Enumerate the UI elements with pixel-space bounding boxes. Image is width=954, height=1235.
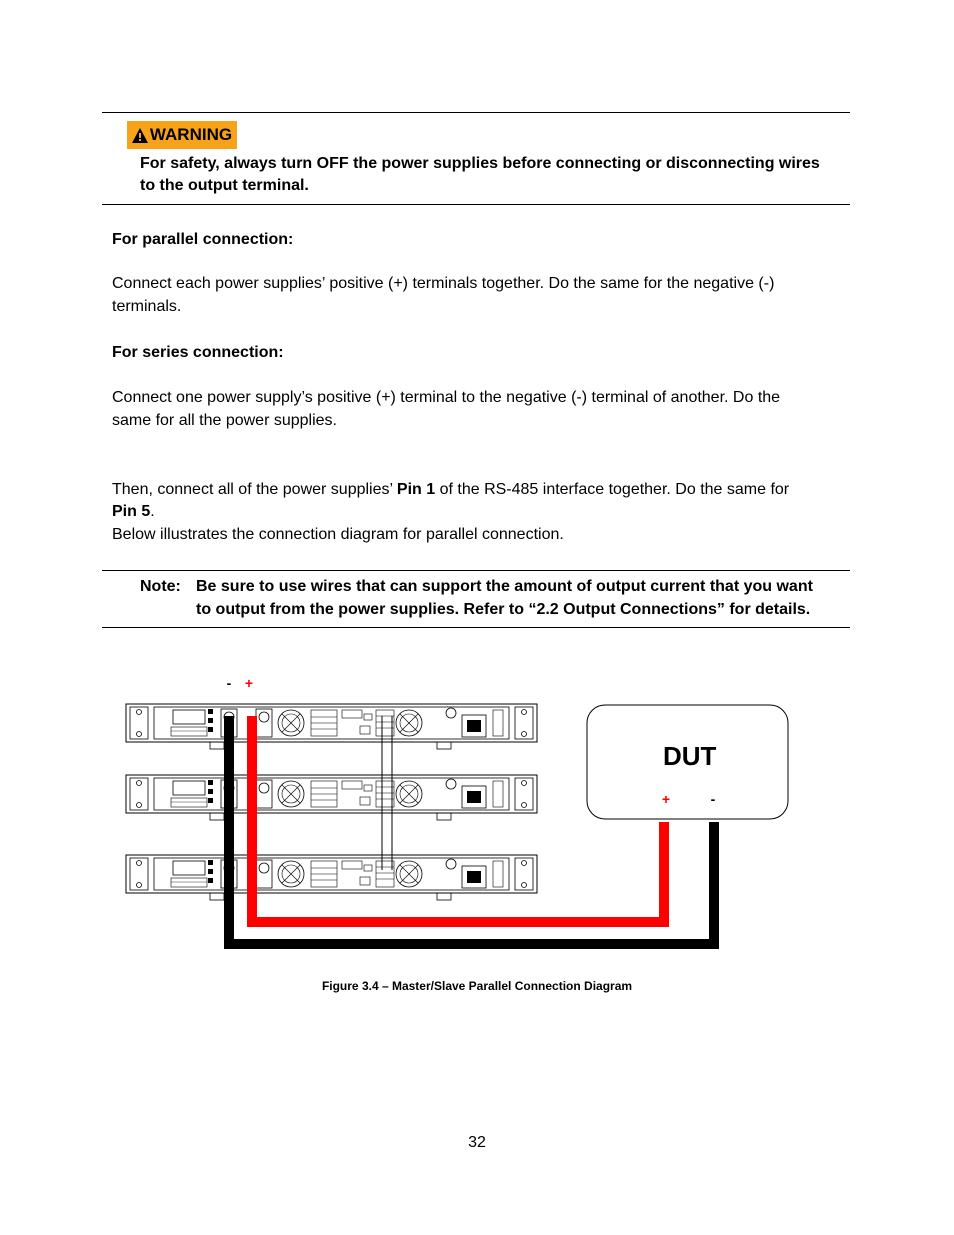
unit-foot (437, 893, 451, 900)
parallel-text-line1: Connect each power supplies’ positive (+) terminals together. Do the same for the negative (-) (112, 275, 775, 292)
rs485-line2-post: . (150, 503, 155, 520)
warning-badge-label: WARNING (149, 125, 233, 144)
dut-label: DUT (663, 741, 717, 771)
unit-foot (210, 813, 224, 820)
unit-foot (210, 742, 224, 749)
note-text-line2: to output from the power supplies. Refer to “2.2 Output Connections” for details. (196, 600, 811, 618)
figure-caption: Figure 3.4 – Master/Slave Parallel Connection Diagram (321, 979, 633, 993)
series-text-line1: Connect one power supply’s positive (+) terminal to the negative (-) terminal of another. Do the (112, 389, 781, 406)
rs485-text-line3: Below illustrates the connection diagram for parallel connection. (112, 526, 564, 543)
unit-foot (437, 813, 451, 820)
series-heading: For series connection: (112, 344, 284, 361)
power-supply-slave-1 (126, 775, 537, 813)
warning-text-line2: to the output terminal. (140, 177, 309, 194)
page-number: 32 (468, 1134, 486, 1151)
rs485-pin5: Pin 5 (112, 503, 151, 520)
positive-terminal-label: + (244, 675, 254, 691)
negative-terminal-label: - (226, 675, 232, 691)
series-text-line2: same for all the power supplies. (112, 412, 337, 429)
note-text-line1: Be sure to use wires that can support the amount of output current that you want (196, 578, 813, 595)
dut-minus-label: - (710, 791, 716, 807)
rs485-line1-post: of the RS-485 interface together. Do the same for (435, 481, 790, 498)
dut-plus-label: + (661, 791, 671, 807)
rs485-pin1: Pin 1 (396, 481, 436, 498)
unit-foot (437, 742, 451, 749)
warning-text-line1: For safety, always turn OFF the power supplies before connecting or disconnecting wires (140, 155, 820, 172)
note-label: Note: (140, 578, 181, 595)
power-supply-slave-2 (126, 855, 537, 893)
rs485-line1-pre: Then, connect all of the power supplies’ (112, 481, 397, 498)
parallel-text-line2: terminals. (112, 298, 182, 315)
parallel-heading: For parallel connection: (112, 231, 294, 248)
unit-foot (210, 893, 224, 900)
power-supply-master (126, 704, 537, 742)
